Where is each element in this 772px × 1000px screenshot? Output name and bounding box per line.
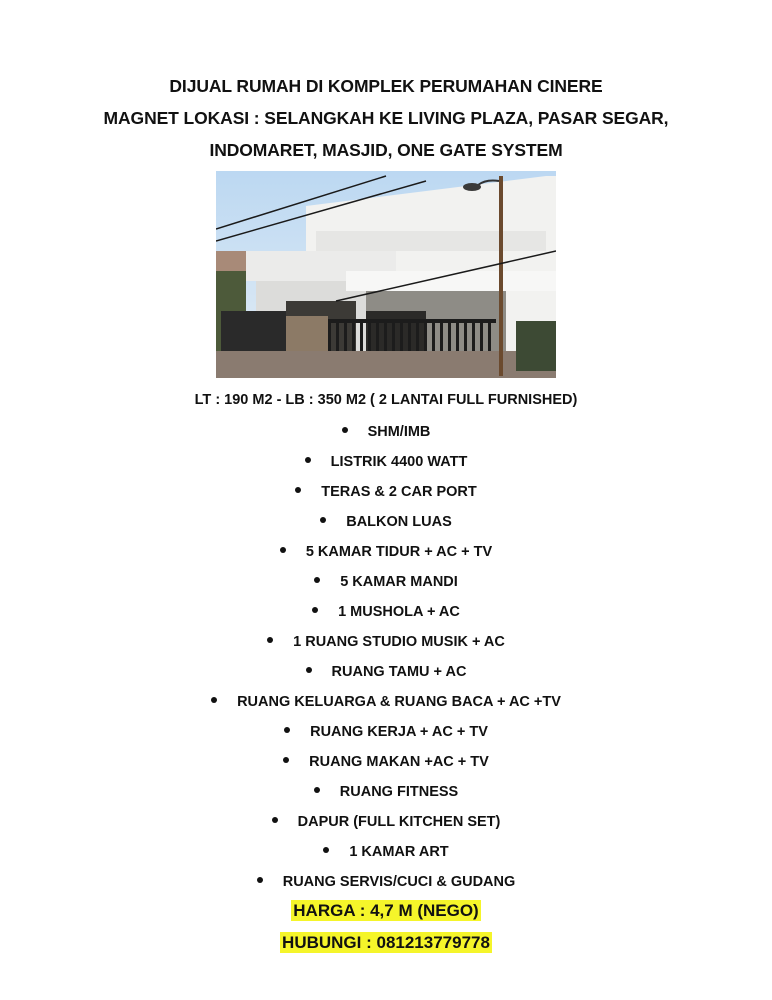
list-item: 1 KAMAR ART <box>0 840 772 870</box>
bullet-icon <box>306 667 312 673</box>
list-item: TERAS & 2 CAR PORT <box>0 480 772 510</box>
bullet-icon <box>312 607 318 613</box>
title-line-2: MAGNET LOKASI : SELANGKAH KE LIVING PLAZA, PASAR SEGAR, <box>103 108 669 128</box>
list-item: 5 KAMAR TIDUR + AC + TV <box>0 540 772 570</box>
list-item: RUANG FITNESS <box>0 780 772 810</box>
list-item: BALKON LUAS <box>0 510 772 540</box>
house-photo <box>216 171 556 378</box>
list-item: RUANG TAMU + AC <box>0 660 772 690</box>
price-text: HARGA : 4,7 M (NEGO) <box>293 901 479 920</box>
list-item: 5 KAMAR MANDI <box>0 570 772 600</box>
list-item: RUANG SERVIS/CUCI & GUDANG <box>0 870 772 900</box>
contact-phone: HUBUNGI : 081213779778 <box>282 933 490 952</box>
list-item: RUANG MAKAN +AC + TV <box>0 750 772 780</box>
bullet-icon <box>314 787 320 793</box>
bullet-icon <box>320 517 326 523</box>
bullet-icon <box>284 727 290 733</box>
bullet-icon <box>314 577 320 583</box>
bullet-icon <box>272 817 278 823</box>
feature-list <box>0 420 772 900</box>
bullet-icon <box>295 487 301 493</box>
bullet-icon <box>267 637 273 643</box>
list-item: RUANG KELUARGA & RUANG BACA + AC +TV <box>0 690 772 720</box>
list-item: DAPUR (FULL KITCHEN SET) <box>0 810 772 840</box>
bullet-icon <box>211 697 217 703</box>
list-item: RUANG KERJA + AC + TV <box>0 720 772 750</box>
list-item: 1 RUANG STUDIO MUSIK + AC <box>0 630 772 660</box>
title-line-1: DIJUAL RUMAH DI KOMPLEK PERUMAHAN CINERE <box>169 76 603 96</box>
list-item: LISTRIK 4400 WATT <box>0 450 772 480</box>
bullet-icon <box>342 427 348 433</box>
bullet-icon <box>257 877 263 883</box>
contact-line <box>0 933 772 953</box>
bullet-icon <box>280 547 286 553</box>
list-item: 1 MUSHOLA + AC <box>0 600 772 630</box>
bullet-icon <box>305 457 311 463</box>
bullet-icon <box>323 847 329 853</box>
land-building-specs: LT : 190 M2 - LB : 350 M2 ( 2 LANTAI FULL FURNISHED) <box>194 392 578 408</box>
price-line <box>0 901 772 921</box>
title-line-3: INDOMARET, MASJID, ONE GATE SYSTEM <box>209 140 563 160</box>
list-item: SHM/IMB <box>0 420 772 450</box>
bullet-icon <box>283 757 289 763</box>
